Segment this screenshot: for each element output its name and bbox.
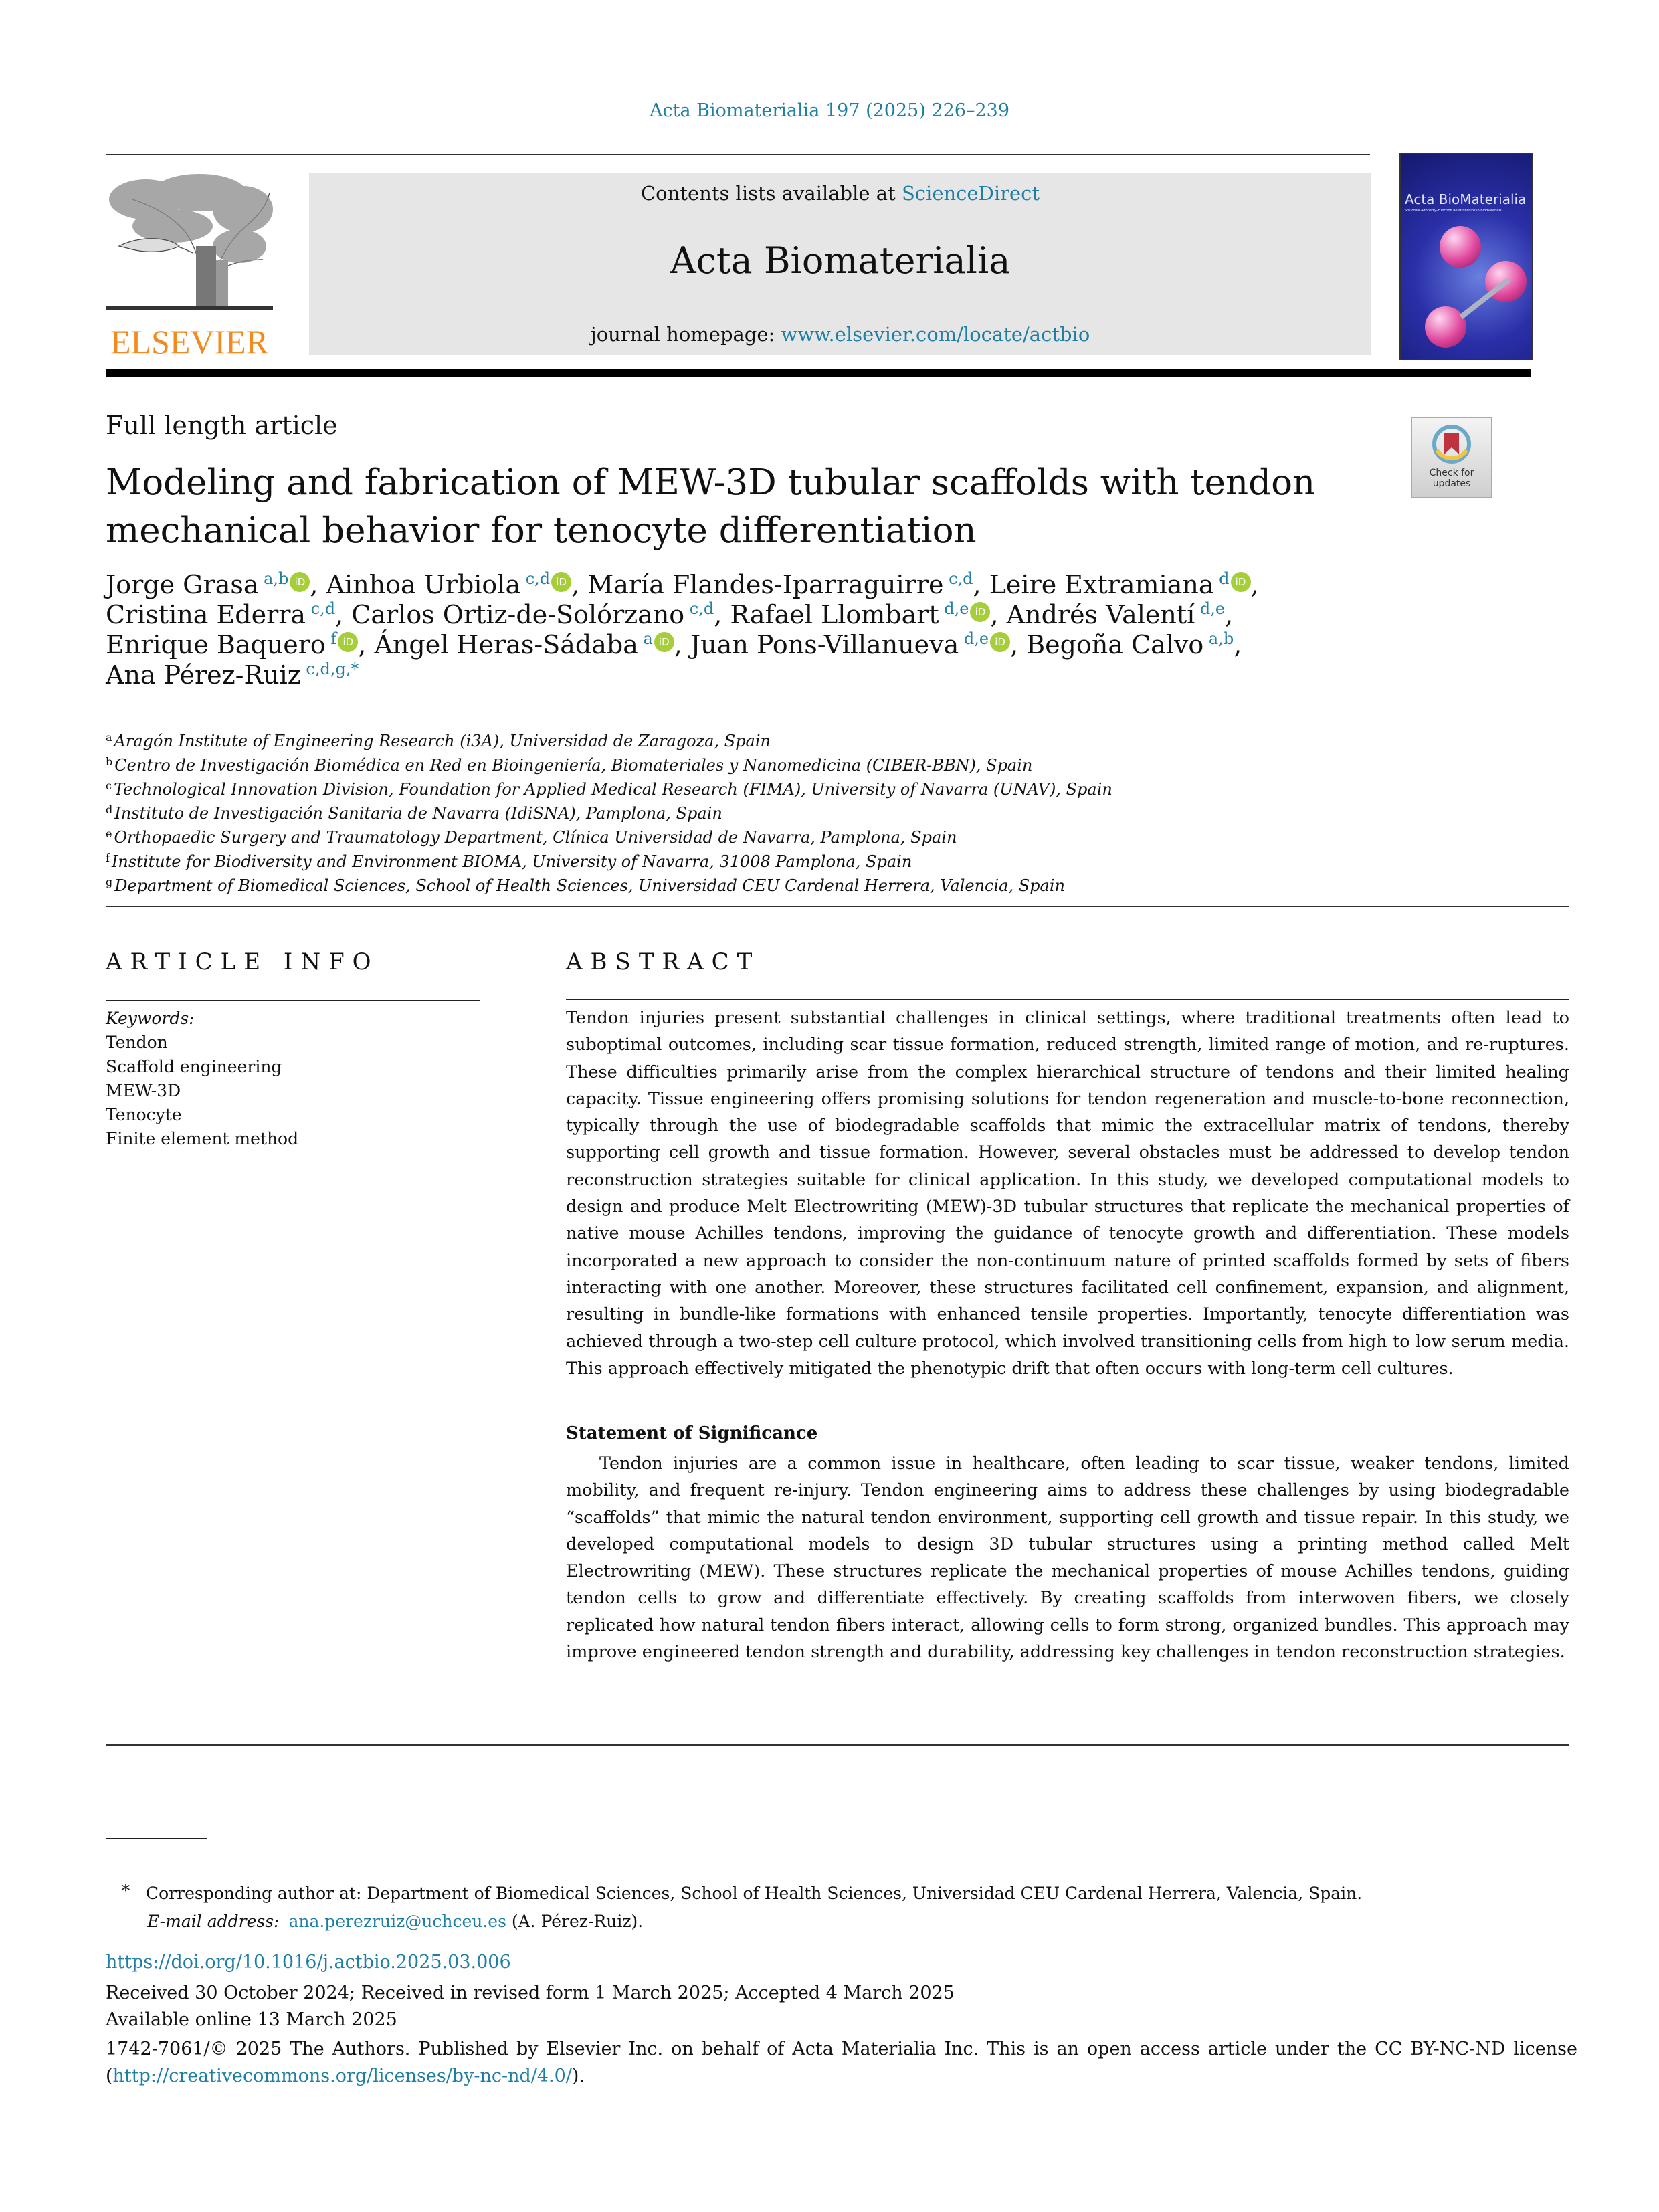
- significance-body: Tendon injuries are a common issue in healthcare, often leading to scar tissue, weaker tendons, limited mobility, and frequent re-injury. Tendon engineering aims to address these challenges by using biodegradable “scaffolds” that mimic the natural tendon environment, supporting cell growth and tissue repair. In this study, we developed computational models to design 3D tubular structures using a printing method called Melt Electrowriting (MEW). These structures replicate the mechanical properties of mouse Achilles tendons, guiding tendon cells to grow and differentiate effectively. By creating scaffolds from interwoven fibers, we closely replicated how natural tendon fibers interact, allowing cells to form strong, organized bundles. This approach may improve engineered tendon strength and durability, addressing key challenges in tendon reconstruction strategies.: [566, 1453, 1569, 1663]
- article-type: Full length article: [106, 411, 338, 440]
- journal-homepage-link[interactable]: www.elsevier.com/locate/actbio: [781, 323, 1090, 346]
- journal-name: Acta Biomaterialia: [670, 239, 1011, 282]
- orcid-icon[interactable]: iD: [654, 632, 674, 652]
- affiliation-text: Centro de Investigación Biomédica en Red en Bioingeniería, Biomateriales y Nanomedicina (CIBER-BBN), Spain: [114, 756, 1033, 775]
- author-affiliation-marks[interactable]: c,d,g,*: [306, 660, 359, 678]
- article-title: Modeling and fabrication of MEW-3D tubular scaffolds with tendon mechanical behavior for tenocyte differentiation: [106, 462, 1316, 551]
- contents-lists-line: [309, 182, 1371, 205]
- author-name[interactable]: Ana Pérez-Ruiz: [106, 660, 301, 690]
- check-updates-icon: [1431, 423, 1472, 465]
- author-entry: [587, 570, 989, 599]
- keyword-item: MEW-3D: [106, 1081, 181, 1100]
- check-for-updates-button[interactable]: [1411, 417, 1492, 498]
- author-entry: [690, 630, 1026, 660]
- author-entry: [730, 600, 1006, 629]
- author-entry: [351, 600, 730, 629]
- affiliation-item: [106, 849, 1577, 874]
- affiliation-item: [106, 801, 1577, 825]
- keyword-item: Tenocyte: [106, 1105, 182, 1124]
- author-name[interactable]: Juan Pons-Villanueva: [690, 630, 959, 660]
- publication-history: [106, 1980, 1577, 2033]
- affiliations-rule: [106, 906, 1569, 907]
- author-affiliation-marks[interactable]: a,b: [264, 569, 289, 588]
- license-link[interactable]: http://creativecommons.org/licenses/by-nc-nd/4.0/: [112, 2066, 572, 2086]
- orcid-icon[interactable]: iD: [551, 572, 571, 592]
- masthead-thick-rule: [106, 369, 1531, 377]
- author-name[interactable]: Ainhoa Urbiola: [326, 570, 521, 599]
- cover-sphere-function: [1425, 306, 1466, 348]
- contents-prefix: Contents lists available at: [640, 182, 902, 205]
- author-separator: ,: [973, 570, 989, 599]
- journal-homepage-line: [309, 323, 1371, 346]
- license-text: 1742-7061/© 2025 The Authors. Published by Elsevier Inc. on behalf of Acta Materialia Inc. This is an open access article under the CC BY-NC-ND license (: [106, 2039, 1577, 2086]
- affiliation-text: Department of Biomedical Sciences, School of Health Sciences, Universidad CEU Cardenal Herrera, Valencia, Spain: [114, 876, 1065, 895]
- author-entry: [326, 570, 588, 599]
- author-entry: [1026, 630, 1242, 660]
- license-suffix: ).: [571, 2066, 585, 2086]
- elsevier-logo[interactable]: [106, 173, 273, 361]
- check-updates-label-1: Check for: [1429, 468, 1474, 478]
- journal-cover-image[interactable]: [1399, 153, 1533, 360]
- abstract-rule: [566, 999, 1569, 1000]
- author-separator: ,: [358, 630, 375, 660]
- author-affiliation-marks[interactable]: a,b: [1208, 629, 1234, 648]
- author-affiliation-marks[interactable]: f: [330, 629, 337, 648]
- significance-heading: Statement of Significance: [566, 1423, 818, 1443]
- author-name[interactable]: Enrique Baquero: [106, 630, 326, 660]
- author-name[interactable]: Carlos Ortiz-de-Solórzano: [351, 600, 685, 629]
- affiliation-key: b: [106, 755, 113, 768]
- orcid-icon[interactable]: iD: [990, 632, 1010, 652]
- author-affiliation-marks[interactable]: a: [643, 629, 653, 648]
- author-name[interactable]: Jorge Grasa: [106, 570, 259, 599]
- email-link[interactable]: ana.perezruiz@uchceu.es: [288, 1912, 506, 1931]
- affiliation-text: Institute for Biodiversity and Environment BIOMA, University of Navarra, 31008 Pamplona, Spain: [111, 852, 912, 871]
- author-entry: [106, 630, 374, 660]
- abstract-body: Tendon injuries present substantial challenges in clinical settings, where traditional treatments often lead to suboptimal outcomes, including scar tissue formation, reduced strength, limited range of motion, and re-ruptures. These difficulties primarily arise from the complex hierarchical structure of tendons and their limited healing capacity. Tissue engineering offers promising solutions for tendon regeneration and muscle-to-bone reconnection, typically through the use of biodegradable scaffolds that mimic the extracellular matrix of tendons, thereby supporting cell growth and tissue formation. However, several obstacles must be addressed to develop tendon reconstruction strategies suitable for clinical application. In this study, we developed computational models to design and produce Melt Electrowriting (MEW)-3D tubular structures that replicate the mechanical properties of native mouse Achilles tendons, improving the guidance of tenocyte growth and differentiation. These models incorporated a new approach to consider the non-continuum nature of printed scaffolds formed by sets of fibers interacting with one another. Moreover, these structures facilitated cell confinement, expansion, and alignment, resulting in bundle-like formations with enhanced tensile properties. Importantly, tenocyte differentiation was achieved through a two-step cell culture protocol, which involved transitioning cells from high to low serum media. This approach effectively mitigated the phenotypic drift that often occurs with long-term cell cultures.: [566, 1008, 1569, 1379]
- corresponding-text: Corresponding author at: Department of Biomedical Sciences, School of Health Sciences, Universidad CEU Cardenal Herrera, Valencia, Spain.: [146, 1884, 1363, 1903]
- cover-title: Acta BioMaterialia: [1405, 191, 1527, 207]
- author-separator: ,: [674, 630, 690, 660]
- author-list: [106, 570, 1377, 690]
- author-separator: ,: [310, 570, 326, 599]
- author-name[interactable]: Rafael Llombart: [730, 600, 939, 629]
- author-name[interactable]: Andrés Valentí: [1006, 600, 1195, 629]
- author-entry: [106, 600, 351, 629]
- keyword-item: Tendon: [106, 1033, 168, 1052]
- author-entry: [106, 570, 326, 599]
- orcid-icon[interactable]: iD: [970, 602, 990, 622]
- affiliation-item: [106, 753, 1577, 777]
- author-entry: [1007, 600, 1234, 629]
- author-separator: ,: [335, 600, 352, 629]
- article-info-rule: [106, 1000, 480, 1001]
- author-separator: ,: [714, 600, 730, 629]
- affiliation-text: Aragón Institute of Engineering Research (i3A), Universidad de Zaragoza, Spain: [114, 732, 771, 750]
- article-info-heading: ARTICLE INFO: [106, 948, 379, 975]
- footnote-rule: [106, 1838, 207, 1839]
- author-affiliation-marks[interactable]: d,e: [1199, 599, 1226, 618]
- keywords-label: Keywords:: [106, 1009, 195, 1028]
- homepage-prefix: journal homepage:: [590, 323, 781, 346]
- email-suffix: (A. Pérez-Ruiz).: [506, 1912, 644, 1931]
- affiliation-key: c: [106, 779, 112, 792]
- author-name[interactable]: María Flandes-Iparraguirre: [587, 570, 944, 599]
- author-affiliation-marks[interactable]: d,e: [963, 629, 989, 648]
- email-label: E-mail address:: [147, 1912, 280, 1931]
- author-entry: [989, 570, 1259, 599]
- orcid-icon[interactable]: iD: [338, 632, 358, 652]
- affiliation-list: [106, 729, 1577, 898]
- author-name[interactable]: Cristina Ederra: [106, 600, 306, 629]
- orcid-icon[interactable]: iD: [1231, 572, 1251, 592]
- corresponding-marker: *: [121, 1881, 130, 1900]
- affiliation-text: Orthopaedic Surgery and Traumatology Department, Clínica Universidad de Navarra, Pamplona, Spain: [114, 828, 957, 847]
- affiliation-item: [106, 825, 1577, 849]
- affiliation-text: Technological Innovation Division, Foundation for Applied Medical Research (FIMA), University of Navarra (UNAV), Spain: [113, 780, 1112, 799]
- affiliation-key: d: [106, 803, 113, 816]
- affiliation-key: g: [106, 876, 113, 888]
- affiliation-key: e: [106, 827, 112, 840]
- affiliation-text: Instituto de Investigación Sanitaria de Navarra (IdiSNA), Pamplona, Spain: [114, 804, 722, 823]
- check-updates-label-2: updates: [1432, 478, 1471, 489]
- author-separator: ,: [990, 600, 1007, 629]
- affiliation-key: f: [106, 851, 110, 864]
- author-affiliation-marks[interactable]: c,d: [310, 599, 336, 618]
- author-separator: ,: [1234, 630, 1242, 660]
- abstract-heading: ABSTRACT: [566, 948, 761, 975]
- affiliation-item: [106, 729, 1577, 753]
- keyword-item: Finite element method: [106, 1129, 299, 1148]
- author-affiliation-marks[interactable]: c,d: [525, 569, 551, 588]
- author-name[interactable]: Leire Extramiana: [989, 570, 1214, 599]
- author-affiliation-marks[interactable]: d,e: [944, 599, 969, 618]
- author-name[interactable]: Begoña Calvo: [1026, 630, 1204, 660]
- abstract-end-rule: [106, 1744, 1569, 1746]
- author-separator: ,: [1225, 600, 1234, 629]
- doi-link[interactable]: https://doi.org/10.1016/j.actbio.2025.03.006: [106, 1952, 511, 1973]
- elsevier-wordmark: ELSEVIER: [110, 323, 269, 361]
- affiliation-item: [106, 874, 1577, 898]
- affiliation-item: [106, 777, 1577, 801]
- author-separator: ,: [1010, 630, 1027, 660]
- author-separator: ,: [571, 570, 588, 599]
- orcid-icon[interactable]: iD: [290, 572, 310, 592]
- corresponding-author-note: [106, 1877, 1577, 1936]
- header-rule: [106, 154, 1370, 155]
- available-online: Available online 13 March 2025: [106, 2009, 397, 2030]
- license-statement: [106, 2036, 1577, 2090]
- author-name[interactable]: Ángel Heras-Sádaba: [374, 630, 638, 660]
- journal-masthead: [309, 173, 1371, 355]
- author-entry: [374, 630, 690, 660]
- cover-subtitle: Structure–Property–Function Relationships in Biomaterials: [1405, 209, 1502, 213]
- sciencedirect-link[interactable]: ScienceDirect: [901, 182, 1040, 205]
- running-head-citation[interactable]: Acta Biomaterialia 197 (2025) 226–239: [649, 100, 1010, 121]
- author-affiliation-marks[interactable]: c,d: [689, 599, 714, 618]
- author-separator: ,: [1250, 570, 1259, 599]
- cover-sphere-structure: [1440, 226, 1481, 268]
- author-affiliation-marks[interactable]: c,d: [949, 569, 973, 588]
- elsevier-tree-icon: [106, 173, 273, 314]
- affiliation-key: a: [106, 731, 112, 744]
- keywords-block: [106, 1007, 298, 1151]
- author-affiliation-marks[interactable]: d: [1219, 569, 1230, 588]
- author-entry: [106, 660, 359, 690]
- received-dates: Received 30 October 2024; Received in revised form 1 March 2025; Accepted 4 March 2025: [106, 1983, 955, 2003]
- keyword-item: Scaffold engineering: [106, 1057, 282, 1076]
